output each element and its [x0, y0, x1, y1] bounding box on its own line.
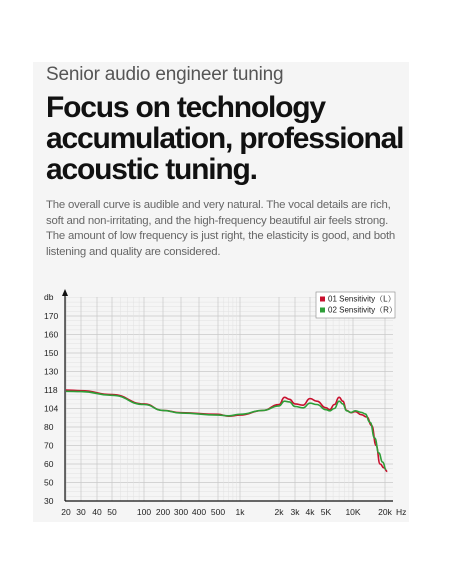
y-tick-label: 160	[44, 329, 59, 340]
y-tick-label: 70	[44, 440, 54, 451]
y-tick-label: 50	[44, 477, 54, 488]
x-axis-label: Hz	[396, 507, 407, 517]
x-tick-label: 30	[76, 507, 86, 517]
y-tick-label: 30	[44, 496, 54, 506]
y-axis-label: db	[44, 292, 54, 302]
series-line-2	[66, 391, 386, 469]
y-tick-label: 170	[44, 311, 59, 321]
section-subtitle: Senior audio engineer tuning	[46, 64, 284, 85]
x-tick-label: 1k	[235, 507, 245, 517]
x-tick-label: 50	[107, 507, 117, 517]
x-tick-label: 200	[155, 507, 171, 517]
headline: Focus on technology accumulation, professional acoustic tuning.	[46, 91, 404, 186]
x-tick-label: 40	[92, 507, 102, 517]
x-tick-label: 300	[173, 507, 189, 517]
x-tick-label: 4k	[305, 507, 315, 517]
y-tick-label: 150	[44, 348, 59, 358]
y-tick-label: 130	[44, 366, 59, 377]
y-axis-arrow	[62, 289, 68, 296]
x-tick-label: 400	[191, 507, 207, 517]
description-paragraph: The overall curve is audible and very natural. The vocal details are rich, soft and non-irritating, and the high-frequency beautiful air feels strong. The amount of low frequency is just right, the elasticity is good, and both listening and quality are considered.	[46, 199, 396, 258]
x-tick-label: 3k	[290, 507, 300, 517]
x-tick-label: 20k	[378, 507, 392, 517]
legend-swatch	[320, 308, 325, 313]
y-tick-label: 104	[44, 403, 59, 414]
y-tick-label: 60	[44, 459, 54, 469]
x-tick-label: 5K	[320, 507, 332, 517]
x-tick-label: 2k	[274, 507, 284, 517]
legend-entry: 02 Sensitivity（R）	[328, 305, 397, 315]
y-tick-label: 80	[44, 422, 54, 432]
x-tick-label: 100	[136, 507, 152, 517]
x-tick-label: 20	[61, 507, 71, 517]
y-tick-label: 118	[44, 385, 58, 395]
x-tick-label: 500	[210, 507, 226, 517]
x-tick-label: 10K	[345, 507, 361, 517]
legend-entry: 01 Sensitivity（L）	[328, 294, 396, 304]
legend-swatch	[320, 297, 325, 302]
